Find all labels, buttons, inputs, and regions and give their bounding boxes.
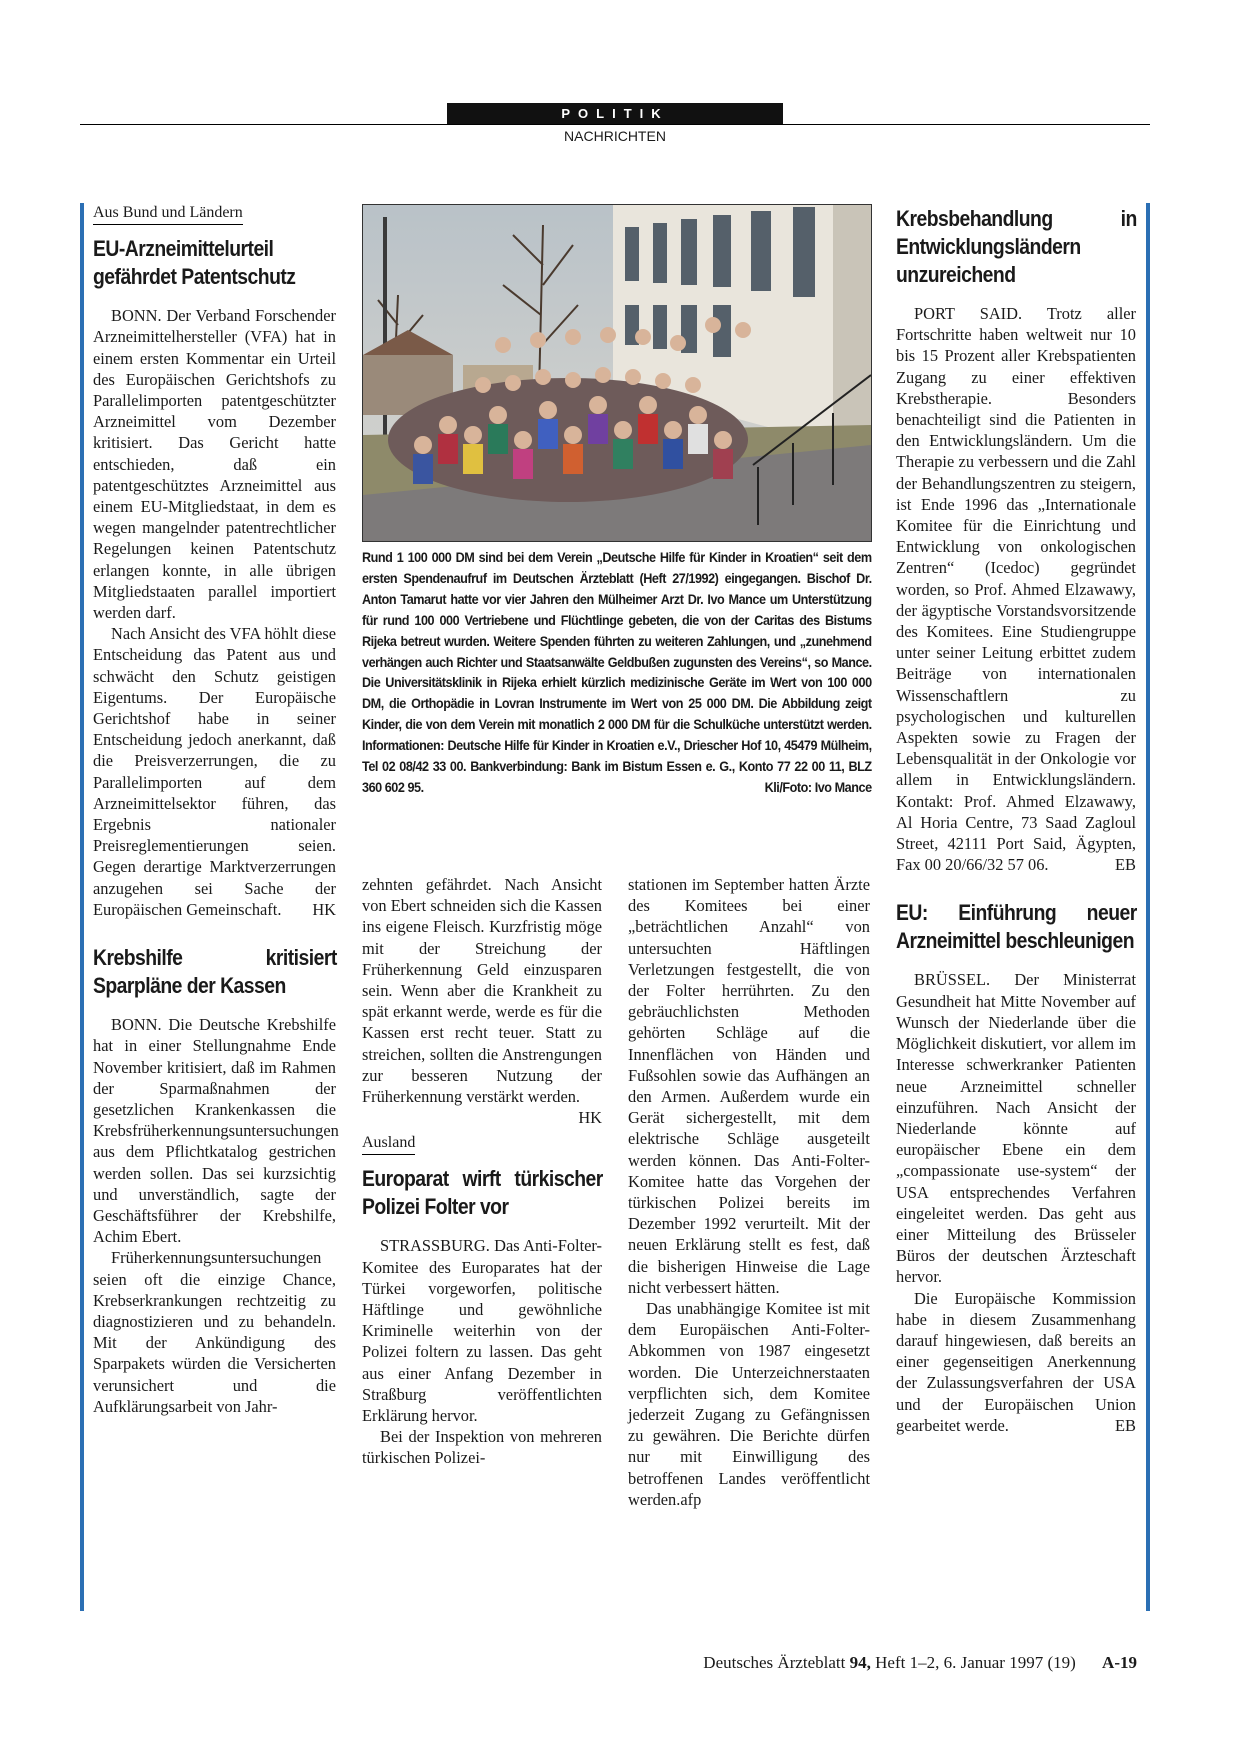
article-paragraph: BRÜSSEL. Der Ministerrat Gesundheit hat Mitte November auf Wunsch der Niederlande über die Möglichkeit diskutiert, vor allem im Interesse schwerkranker Patienten neue Arzneimittel schneller einzuführen. Nach Ansicht der Niederlande könnte auf europäischer Ebene ein dem „compassionate use-system“ der USA entsprechendes Verfahren eingeleitet werden. Das geht aus einer Mitteilung des Brüsseler Büros der deutschen Ärzteschaft hervor. [896, 970, 1136, 1287]
article-paragraph: Bei der Inspektion von mehreren türkischen Polizei- [362, 1427, 602, 1468]
author-signature: EB [1115, 1415, 1136, 1435]
journal-name: Deutsches Ärzteblatt [703, 1653, 846, 1672]
author-signature: EB [1115, 855, 1136, 875]
section-kicker: Ausland [362, 1132, 415, 1155]
photo-caption [362, 548, 872, 799]
article-headline: EU-Arzneimittelurteil gefährdet Patentschutz [93, 236, 296, 290]
column-2 [362, 874, 602, 1469]
author-signature: HK [578, 1108, 602, 1128]
article-headline: Krebsbehandlung in Entwicklungsländern unzureichend [896, 206, 1137, 287]
article-paragraph: Die Europäische Kommission habe in diesem Zusammenhang darauf hingewiesen, daß bereits an einer gegenseitigen Anerkennung der Zulassungsverfahren der USA und der Europäischen Union gearbeitet werde. EB [896, 1288, 1136, 1435]
caption-text: Rund 1 100 000 DM sind bei dem Verein „Deutsche Hilfe für Kinder in Kroatien“ seit dem ersten Spendenaufruf im Deutschen Ärzteblatt (Heft 27/1992) eingegangen. Bischof Dr. Anton Tamarut hatte vor vier Jahren den Mülheimer Arzt Dr. Ivo Mance um Unterstützung für rund 100 000 Vertriebene und Flüchtlinge gebeten, die von der Caritas des Bistums Rijeka betreut wurden. Weitere Spenden führten zu weiteren Zahlungen, und „zunehmend verhängen auch Richter und Staatsanwälte Geldbußen zugunsten des Vereins“, so Mance. Die Universitätsklinik in Rijeka erhielt kürzlich medizinische Geräte im Wert von 100 000 DM, die Orthopädie in Lovran Instrumente im Wert von 25 000 DM. Die Abbildung zeigt Kinder, die von dem Verein mit monatlich 2 000 DM für die Schulküche unterstützt werden. Informationen: Deutsche Hilfe für Kinder in Kroatien e.V., Driescher Hof 10, 45479 Mülheim, Tel 02 08/42 33 00. Bankverbindung: Bank im Bistum Essen e. G., Konto 77 22 00 11, BLZ 360 602 95. [362, 550, 872, 795]
ressort-label: POLITIK [447, 103, 783, 124]
article-headline: Europarat wirft türkischer Polizei Folter vor [362, 1166, 603, 1220]
author-signature: HK [312, 899, 336, 919]
subressort-label: NACHRICHTEN [564, 128, 666, 144]
journal-volume: 94, [849, 1653, 871, 1672]
school-children-photo [362, 204, 872, 542]
article-paragraph: Früherkennungsuntersuchungen seien oft die einzige Chance, Krebserkrankungen rechtzeitig zu diagnostizieren und zu behandeln. Mit der Ankündigung des Sparpakets würden die Versicherten verunsichert und die Aufklärungsarbeit von Jahr- [93, 1248, 336, 1416]
column-1 [93, 201, 339, 1417]
column-4 [896, 205, 1136, 1436]
section-kicker: Aus Bund und Ländern [93, 202, 243, 225]
page-footer [612, 1653, 1137, 1673]
article-paragraph: Nach Ansicht des VFA höhlt diese Entscheidung das Patent aus und schwächt den Schutz geistigen Eigentums. Der Europäische Gerichtshof habe in seiner Entscheidung jedoch anerkannt, daß die Preisverzerrungen, die zu Parallelimporten auf dem Arzneimittelsektor führen, das Ergebnis nationaler Preisreglementierungen seien. Gegen derartige Marktverzerrungen anzugehen sei Sache der Europäischen Gemeinschaft. HK [93, 624, 336, 919]
article-headline: EU: Einführung neuer Arzneimittel beschleunigen [896, 900, 1137, 954]
column-1-accent-bar [80, 203, 84, 1611]
article-paragraph: PORT SAID. Trotz aller Fortschritte haben weltweit nur 10 bis 15 Prozent aller Krebspatienten Zugang zu einer effektiven Krebstherapie. Besonders benachteiligt sind die Patienten in den Entwicklungsländern. Um die Therapie zu verbessern und die Zahl der Behandlungszentren zu steigern, ist Ende 1996 das „Internationale Komitee für die Einrichtung und Entwicklung von onkologischen Zentren“ (Icedoc) gegründet worden, so Prof. Ahmed Elzawawy, der ägyptische Vorstandsvorsitzende des Komitees. Eine Studiengruppe unter seiner Leitung erbittet zudem Beiträge von internationalen Wissenschaftlern zu psychologischen und kulturellen Aspekten sowie zu Fragen der Lebensqualität in der Onkologie vor allem in Entwicklungsländern. Kontakt: Prof. Ahmed Elzawawy, Al Horia Centre, 73 Saad Zagloul Street, 42111 Port Said, Ägypten, Fax 00 20/66/32 57 06. EB [896, 304, 1136, 875]
article-headline: Krebshilfe kritisiert Sparpläne der Kassen [93, 945, 337, 999]
column-3 [628, 874, 870, 1510]
photo-credit: Kli/Foto: Ivo Mance [764, 779, 872, 795]
header-rule [80, 124, 1150, 125]
article-paragraph: BONN. Die Deutsche Krebshilfe hat in einer Stellungnahme Ende November kritisiert, daß im Rahmen der Sparmaßnahmen der gesetzlichen Krankenkassen die Krebsfrüherkennungsuntersuchungen aus dem Pflichtkatalog gestrichen werden sollen. Das sei kurzsichtig und unverständlich, sagte der Geschäftsführer der Krebshilfe, Achim Ebert. [93, 1015, 339, 1247]
article-paragraph: STRASSBURG. Das Anti-Folter-Komitee des Europarates hat der Türkei vorgeworfen, politische Häftlinge und gewöhnliche Kriminelle weiterhin von der Polizei foltern zu lassen. Das geht aus einer Anfang Dezember in Straßburg veröffentlichten Erklärung hervor. [362, 1236, 602, 1426]
article-paragraph: BONN. Der Verband Forschender Arzneimittelhersteller (VFA) hat in einem ersten Kommentar ein Urteil des Europäischen Gerichtshofs zu Parallelimporten patentgeschützter Arzneimittel vom Dezember kritisiert. Das Gericht hatte entschieden, daß ein patentgeschütztes Arzneimittel aus einem EU-Mitgliedstaat, in dem es wegen mangelnder patentrechtlicher Regelungen keinen Patentschutz erlangen konnte, in alle übrigen Mitgliedstaaten parallel importiert werden darf. [93, 306, 336, 623]
article-paragraph: zehnten gefährdet. Nach Ansicht von Ebert schneiden sich die Kassen ins eigene Fleisch. Kurzfristig möge mit der Streichung der Früherkennung Geld einzusparen sein. Wenn aber die Krankheit zu spät erkannt werde, werde es für die Kassen erst recht teuer. Statt zu streichen, sollten die Anstrengungen zur besseren Nutzung der Früherkennung verstärkt werden. HK [362, 875, 602, 1128]
journal-issue: Heft 1–2, 6. Januar 1997 (19) [875, 1653, 1076, 1672]
column-4-accent-bar [1146, 203, 1150, 1611]
article-paragraph: stationen im September hatten Ärzte des Komitees bei einer „beträchtlichen Anzahl“ von untersuchten Häftlingen Verletzungen festgestellt, die von der Folter herrührten. Zu den gebräuchlichsten Methoden gehörten Schläge auf die Innenflächen von Händen und Fußsohlen sowie das Aufhängen an den Armen. Außerdem wurde ein Gerät sichergestellt, mit dem elektrische Schläge ausgeteilt werden können. Das Anti-Folter-Komitee hatte das Vorgehen der türkischen Polizei bereits im Dezember 1992 verurteilt. Mit der neuen Erklärung stellt es fest, daß die bisherigen Hinweise die Lage nicht verbessert hätten. [628, 875, 870, 1297]
page-number: A-19 [1102, 1653, 1137, 1672]
article-paragraph: Das unabhängige Komitee ist mit dem Europäischen Anti-Folter-Abkommen von 1987 eingesetzt worden. Die Unterzeichnerstaaten verpflichten sich, dem Komitee jederzeit Zugang zu Gefängnissen zu gewähren. Die Berichte dürfen nur mit Einwilligung des betroffenen Landes veröffentlicht werden.afp [628, 1299, 870, 1509]
